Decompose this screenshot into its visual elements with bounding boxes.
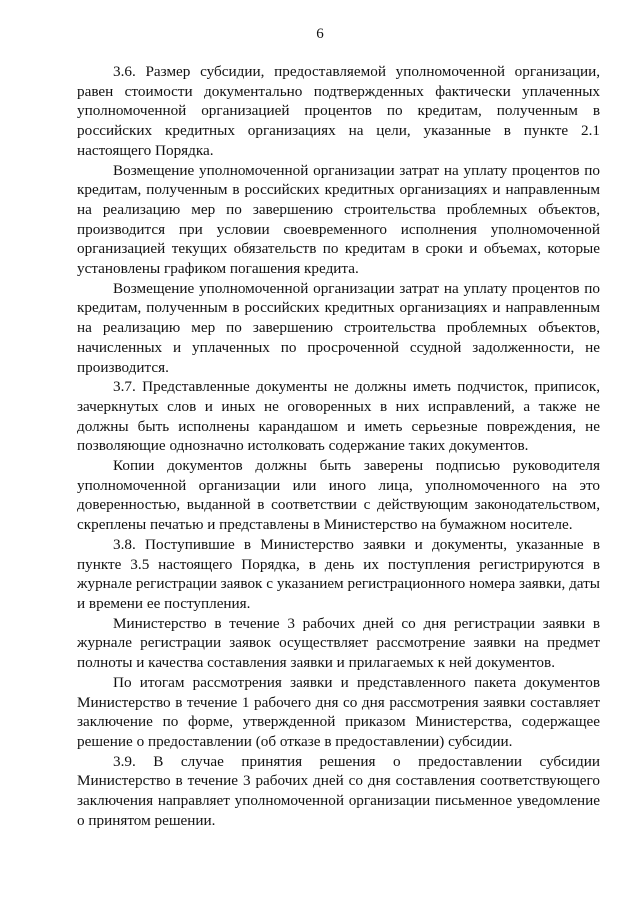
paragraph-3-7: 3.7. Представленные документы не должны иметь подчисток, приписок, зачеркнутых слов и иных не оговоренных в них исправлений, а также не должны быть исполнены карандашом и иметь серьезные повреждения, не позволяющие однозначно истолковать содержание таких документов. [77,378,600,455]
paragraph-3-6: 3.6. Размер субсидии, предоставляемой уполномоченной организации, равен стоимости документально подтвержденных фактически уплаченных уполномоченной организацией процентов по кредитам, полученным в российских кредитных организациях на цели, указанные в пункте 2.1 настоящего Порядка. [77,63,600,159]
document-body [77,62,600,830]
paragraph-conclusion: По итогам рассмотрения заявки и представленного пакета документов Министерство в течение 1 рабочего дня со дня рассмотрения заявки составляет заключение по форме, утвержденной приказом Министерства, содержащее решение о предоставлении (об отказе в предоставлении) субсидии. [77,673,600,750]
paragraph-copies-certification: Копии документов должны быть заверены подписью руководителя уполномоченной организации или иного лица, уполномоченного на это доверенностью, выданной в соответствии с действующим законодательством, скреплены печатью и представлены в Министерство на бумажном носителе. [77,457,600,534]
paragraph-reimbursement-exclusion: Возмещение уполномоченной организации затрат на уплату процентов по кредитам, полученным в российских кредитных организациях и направленным на реализацию мер по завершению строительства проблемных объектов, начисленных и уплаченных по просроченной ссудной задолженности, не производится. [77,279,600,376]
page-number: 6 [316,26,324,42]
paragraph-3-8: 3.8. Поступившие в Министерство заявки и документы, указанные в пункте 3.5 настоящего Порядка, в день их поступления регистрируются в журнале регистрации заявок с указанием регистрационного номера заявки, даты и времени ее поступления. [77,535,600,612]
paragraph-reimbursement-condition: Возмещение уполномоченной организации затрат на уплату процентов по кредитам, полученным в российских кредитных организациях и направленным на реализацию мер по завершению строительства проблемных объектов, производится при условии своевременного исполнения уполномоченной организацией текущих обязательств по кредитам в сроки и объемах, которые установлены графиком погашения кредита. [77,161,600,278]
paragraph-3-9: 3.9. В случае принятия решения о предоставлении субсидии Министерство в течение 3 рабочих дней со дня составления соответствующего заключения направляет уполномоченной организации письменное уведомление о принятом решении. [77,752,600,829]
paragraph-review-period: Министерство в течение 3 рабочих дней со дня регистрации заявки в журнале регистрации заявок осуществляет рассмотрение заявки на предмет полноты и качества составления заявки и прилагаемых к ней документов. [77,614,600,672]
